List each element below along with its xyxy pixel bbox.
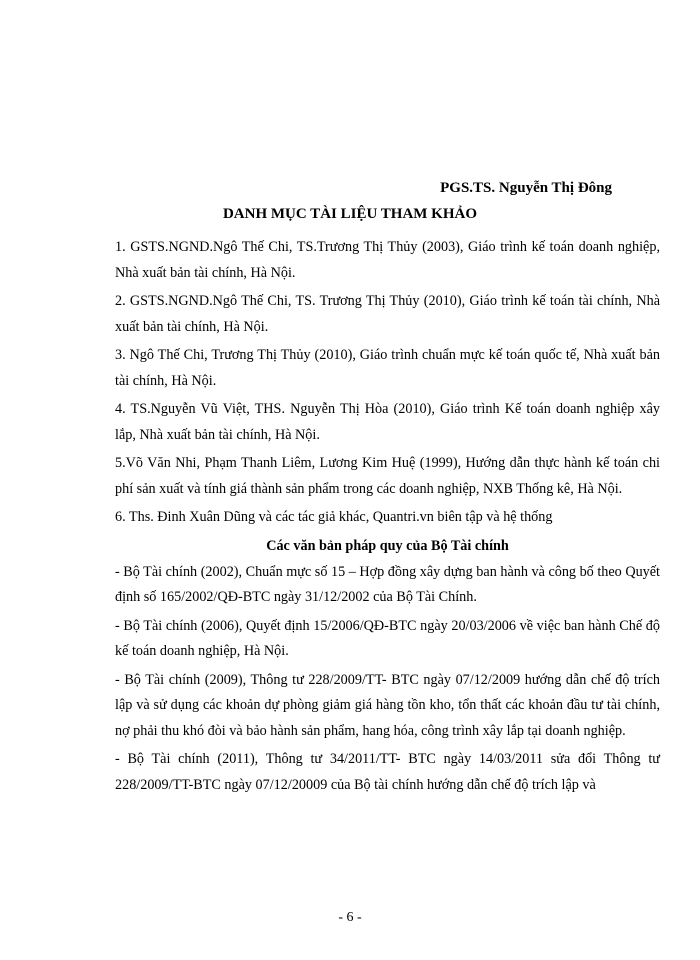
reference-item: 3. Ngô Thế Chi, Trương Thị Thủy (2010), Giáo trình chuẩn mực kế toán quốc tế, Nhà xuất bản tài chính, Hà Nội. [115, 347, 660, 389]
reference-item: 2. GSTS.NGND.Ngô Thế Chi, TS. Trương Thị Thủy (2010), Giáo trình kế toán tài chính, Nhà xuất bản tài chính, Hà Nội. [115, 293, 660, 335]
references-title: DANH MỤC TÀI LIỆU THAM KHẢO [222, 206, 478, 222]
reference-item: 4. TS.Nguyễn Vũ Việt, THS. Nguyễn Thị Hòa (2010), Giáo trình Kế toán doanh nghiệp xây lắp, Nhà xuất bản tài chính, Hà Nội. [115, 401, 660, 443]
reference-item: 5.Võ Văn Nhi, Phạm Thanh Liêm, Lương Kim Huệ (1999), Hướng dẫn thực hành kế toán chi phí sản xuất và tính giá thành sản phẩm trong các doanh nghiệp, NXB Thống kê, Hà Nội. [115, 455, 660, 497]
reference-item: 6. Ths. Đinh Xuân Dũng và các tác giả khác, Quantri.vn biên tập và hệ thống [115, 509, 553, 525]
legal-document-item: - Bộ Tài chính (2011), Thông tư 34/2011/TT- BTC ngày 14/03/2011 sửa đổi Thông tư 228/2009/TT-BTC ngày 07/12/20009 của Bộ tài chính hướng dẫn chế độ trích lập và [115, 751, 660, 793]
page-number: - 6 - [338, 910, 362, 925]
legal-document-item: - Bộ Tài chính (2006), Quyết định 15/2006/QĐ-BTC ngày 20/03/2006 về việc ban hành Chế độ kế toán doanh nghiệp, Hà Nội. [115, 617, 660, 659]
references-list [115, 235, 660, 801]
legal-document-item: - Bộ Tài chính (2002), Chuẩn mực số 15 – Hợp đồng xây dựng ban hành và công bố theo Quyết định số 165/2002/QĐ-BTC ngày 31/12/2002 của Bộ Tài Chính. [115, 563, 660, 605]
author-line: PGS.TS. Nguyễn Thị Đông [440, 180, 612, 196]
legal-documents-heading: Các văn bản pháp quy của Bộ Tài chính [266, 537, 509, 554]
legal-document-item: - Bộ Tài chính (2009), Thông tư 228/2009/TT- BTC ngày 07/12/2009 hướng dẫn chế độ trích lập và sử dụng các khoản dự phòng giảm giá hàng tồn kho, tổn thất các khoản đầu tư tài chính, nợ phải thu khó đòi và bảo hành sản phẩm, hang hóa, công trình xây lắp tại doanh nghiệp. [115, 671, 660, 739]
reference-item: 1. GSTS.NGND.Ngô Thế Chi, TS.Trương Thị Thủy (2003), Giáo trình kế toán doanh nghiệp, Nhà xuất bản tài chính, Hà Nội. [115, 239, 660, 281]
